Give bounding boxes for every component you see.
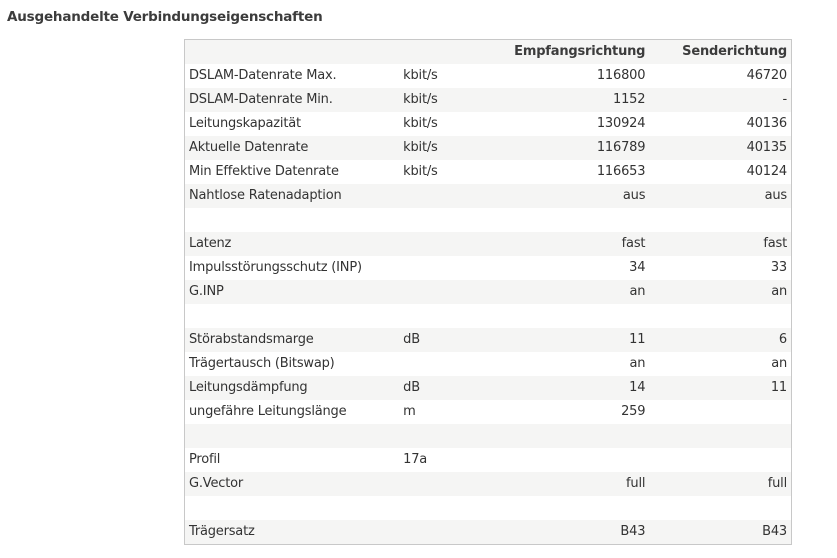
row-unit: kbit/s [403,116,438,131]
row-unit: kbit/s [403,68,438,83]
connection-properties-table [184,39,792,545]
table-row-spacer [185,424,792,448]
row-send-value [645,208,791,232]
row-receive-value [514,304,645,328]
row-receive-value: 130924 [596,116,646,131]
table-row [185,160,792,184]
row-unit: m [403,404,416,419]
row-unit [403,280,514,304]
row-receive-value: full [626,476,646,491]
row-unit: 17a [403,452,428,467]
row-label: G.Vector [189,476,244,491]
row-receive-value: 116789 [596,140,646,155]
row-receive-value: 259 [621,404,646,419]
row-unit [403,496,514,520]
row-send-value: 40124 [746,164,787,179]
row-send-value [645,424,791,448]
row-label [185,208,404,232]
section-title: Ausgehandelte Verbindungseigenschaften [7,9,323,25]
row-unit [403,520,514,545]
table-row [185,376,792,400]
row-label: Nahtlose Ratenadaption [189,188,342,203]
table-row [185,472,792,496]
row-label [185,304,404,328]
row-unit [403,232,514,256]
table-row [185,88,792,112]
row-receive-value: 11 [629,332,646,347]
row-receive-value: aus [622,188,646,203]
row-receive-value: 116800 [596,68,646,83]
table-row [185,400,792,424]
table-row-spacer [185,208,792,232]
row-unit [403,184,514,208]
row-send-value: 40136 [746,116,787,131]
row-send-value: B43 [762,524,787,539]
table-row [185,136,792,160]
row-unit: kbit/s [403,92,438,107]
row-receive-value: 116653 [596,164,646,179]
row-send-value [645,400,791,424]
table-row [185,256,792,280]
row-label: Impulsstörungsschutz (INP) [189,260,362,275]
row-unit [403,472,514,496]
row-receive-value: an [629,284,646,299]
row-label: G.INP [189,284,224,299]
row-receive-value: 14 [629,380,646,395]
row-unit [403,208,514,232]
row-unit: kbit/s [403,164,438,179]
row-send-value [645,448,791,472]
row-send-value: 11 [770,380,787,395]
row-receive-value: 34 [629,260,646,275]
table-row [185,328,792,352]
row-receive-value: an [629,356,646,371]
row-receive-value [514,448,645,472]
table-header-row [185,40,792,65]
row-label: Trägersatz [189,524,255,539]
row-label: Trägertausch (Bitswap) [189,356,335,371]
row-label: Profil [189,452,221,467]
header-label [185,40,404,65]
row-send-value: full [767,476,787,491]
header-unit [403,40,514,65]
row-send-value: an [771,284,787,299]
header-send-direction: Senderichtung [682,44,787,59]
row-unit [403,352,514,376]
row-receive-value: B43 [620,524,646,539]
row-label: Leitungsdämpfung [189,380,308,395]
row-send-value: 33 [770,260,787,275]
row-label: Aktuelle Datenrate [189,140,309,155]
table-row [185,352,792,376]
row-label [185,496,404,520]
row-send-value [645,304,791,328]
row-label: DSLAM-Datenrate Max. [189,68,337,83]
table-row [185,448,792,472]
header-receive-direction: Empfangsrichtung [514,44,646,59]
row-receive-value: 1152 [613,92,646,107]
table-row [185,64,792,88]
row-send-value: 6 [778,332,787,347]
table-row [185,112,792,136]
table-row-spacer [185,304,792,328]
row-send-value: aus [764,188,787,203]
row-label [185,424,404,448]
row-send-value: an [771,356,787,371]
row-label: DSLAM-Datenrate Min. [189,92,333,107]
row-receive-value [514,424,645,448]
row-unit [403,256,514,280]
row-unit: dB [403,380,420,395]
table-row-spacer [185,496,792,520]
row-label: Latenz [189,236,232,251]
row-label: Leitungskapazität [189,116,301,131]
row-receive-value: fast [621,236,646,251]
row-label: ungefähre Leitungslänge [189,404,347,419]
table-row [185,520,792,545]
table-row [185,232,792,256]
row-label: Störabstandsmarge [189,332,314,347]
row-unit: dB [403,332,420,347]
row-unit [403,424,514,448]
row-send-value: fast [763,236,787,251]
row-unit: kbit/s [403,140,438,155]
table-row [185,280,792,304]
row-send-value: - [782,92,787,107]
row-label: Min Effektive Datenrate [189,164,339,179]
row-receive-value [514,496,645,520]
row-send-value [645,496,791,520]
row-send-value: 40135 [746,140,787,155]
table-row [185,184,792,208]
row-unit [403,304,514,328]
row-send-value: 46720 [746,68,787,83]
row-receive-value [514,208,645,232]
